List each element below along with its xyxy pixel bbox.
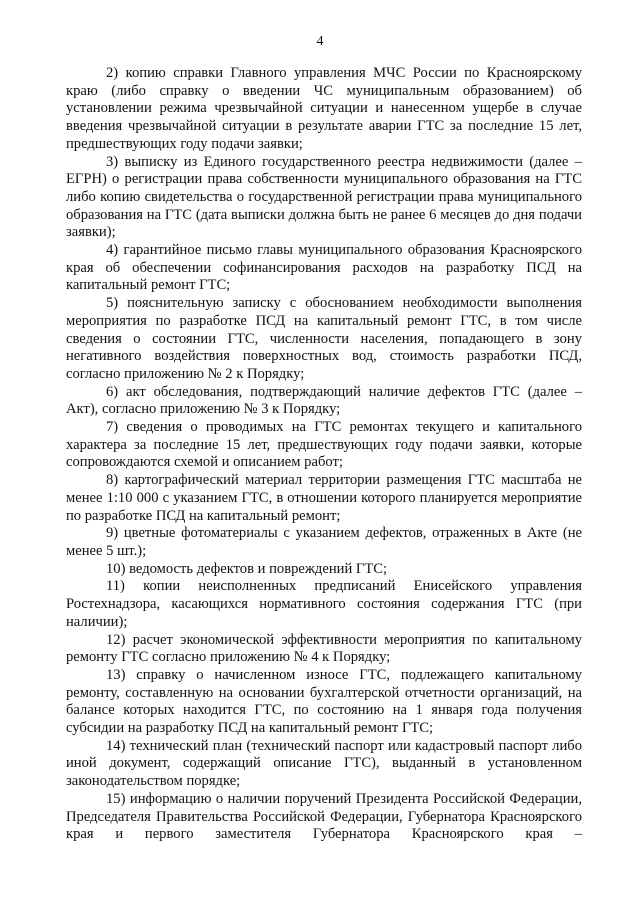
paragraph-item-11: 11) копии неисполненных предписаний Енисейского управления Ростехнадзора, касающихся нормативного состояния содержания ГТС (при наличии);: [66, 578, 582, 630]
paragraph-item-7: 7) сведения о проводимых на ГТС ремонтах текущего и капитального характера за последние 15 лет, предшествующих году подачи заявки, которые сопровождаются схемой и описанием работ;: [66, 419, 582, 471]
paragraph-item-13: 13) справку о начисленном износе ГТС, подлежащего капитальному ремонту, составленную на основании бухгалтерской отчетности организаций, на балансе которых находится ГТС, по состоянию на 1 января года получения субсидии на разработку ПСД на капитальный ремонт ГТС;: [66, 666, 582, 737]
paragraph-item-10: 10) ведомость дефектов и повреждений ГТС;: [106, 560, 388, 577]
paragraph-item-6: 6) акт обследования, подтверждающий наличие дефектов ГТС (далее – Акт), согласно приложению № 3 к Порядку;: [66, 383, 582, 418]
paragraph-item-9: 9) цветные фотоматериалы с указанием дефектов, отраженных в Акте (не менее 5 шт.);: [66, 525, 582, 559]
document-body: [66, 65, 582, 844]
paragraph-item-8: 8) картографический материал территории размещения ГТС масштаба не менее 1:10 000 с указанием ГТС, в отношении которого планируется мероприятие по разработке ПСД на капитальный ремонт;: [66, 472, 582, 524]
paragraph-item-12: 12) расчет экономической эффективности мероприятия по капитальному ремонту ГТС согласно приложению № 4 к Порядку;: [66, 631, 582, 666]
paragraph-item-3: 3) выписку из Единого государственного реестра недвижимости (далее – ЕГРН) о регистрации права собственности муниципального образования на ГТС либо копию свидетельства о государственной регистрации права муниципального образования на ГТС (дата выписки должна быть не ранее 6 месяцев до дня подачи заявки);: [66, 153, 582, 241]
paragraph-item-2: 2) копию справки Главного управления МЧС России по Красноярскому краю (либо справку о введении ЧС муниципальным образованием) об установлении режима чрезвычайной ситуации и нанесенном ущербе в случае введения чрезвычайной ситуации в результате аварии ГТС за последние 15 лет, предшествующих году подачи заявки;: [66, 65, 582, 152]
paragraph-item-5: 5) пояснительную записку с обоснованием необходимости выполнения мероприятия по разработке ПСД на капитальный ремонт ГТС, в том числе сведения о состоянии ГТС, численности населения, попадающего в зону негативного воздействия поверхностных вод, стоимость разработки ПСД, согласно приложению № 2 к Порядку;: [66, 295, 582, 382]
paragraph-item-14: 14) технический план (технический паспорт или кадастровый паспорт либо иной документ, содержащий описание ГТС), выданный в установленном законодательством порядке;: [66, 737, 582, 790]
page-number: 4: [316, 34, 324, 49]
paragraph-item-4: 4) гарантийное письмо главы муниципального образования Красноярского края об обеспечении софинансирования расходов на разработку ПСД на капитальный ремонт ГТС;: [66, 242, 582, 294]
paragraph-item-15: 15) информацию о наличии поручений Президента Российской Федерации, Председателя Правительства Российской Федерации, Губернатора Красноярского края и первого заместителя Губернатора Красноярского края –: [66, 790, 582, 843]
